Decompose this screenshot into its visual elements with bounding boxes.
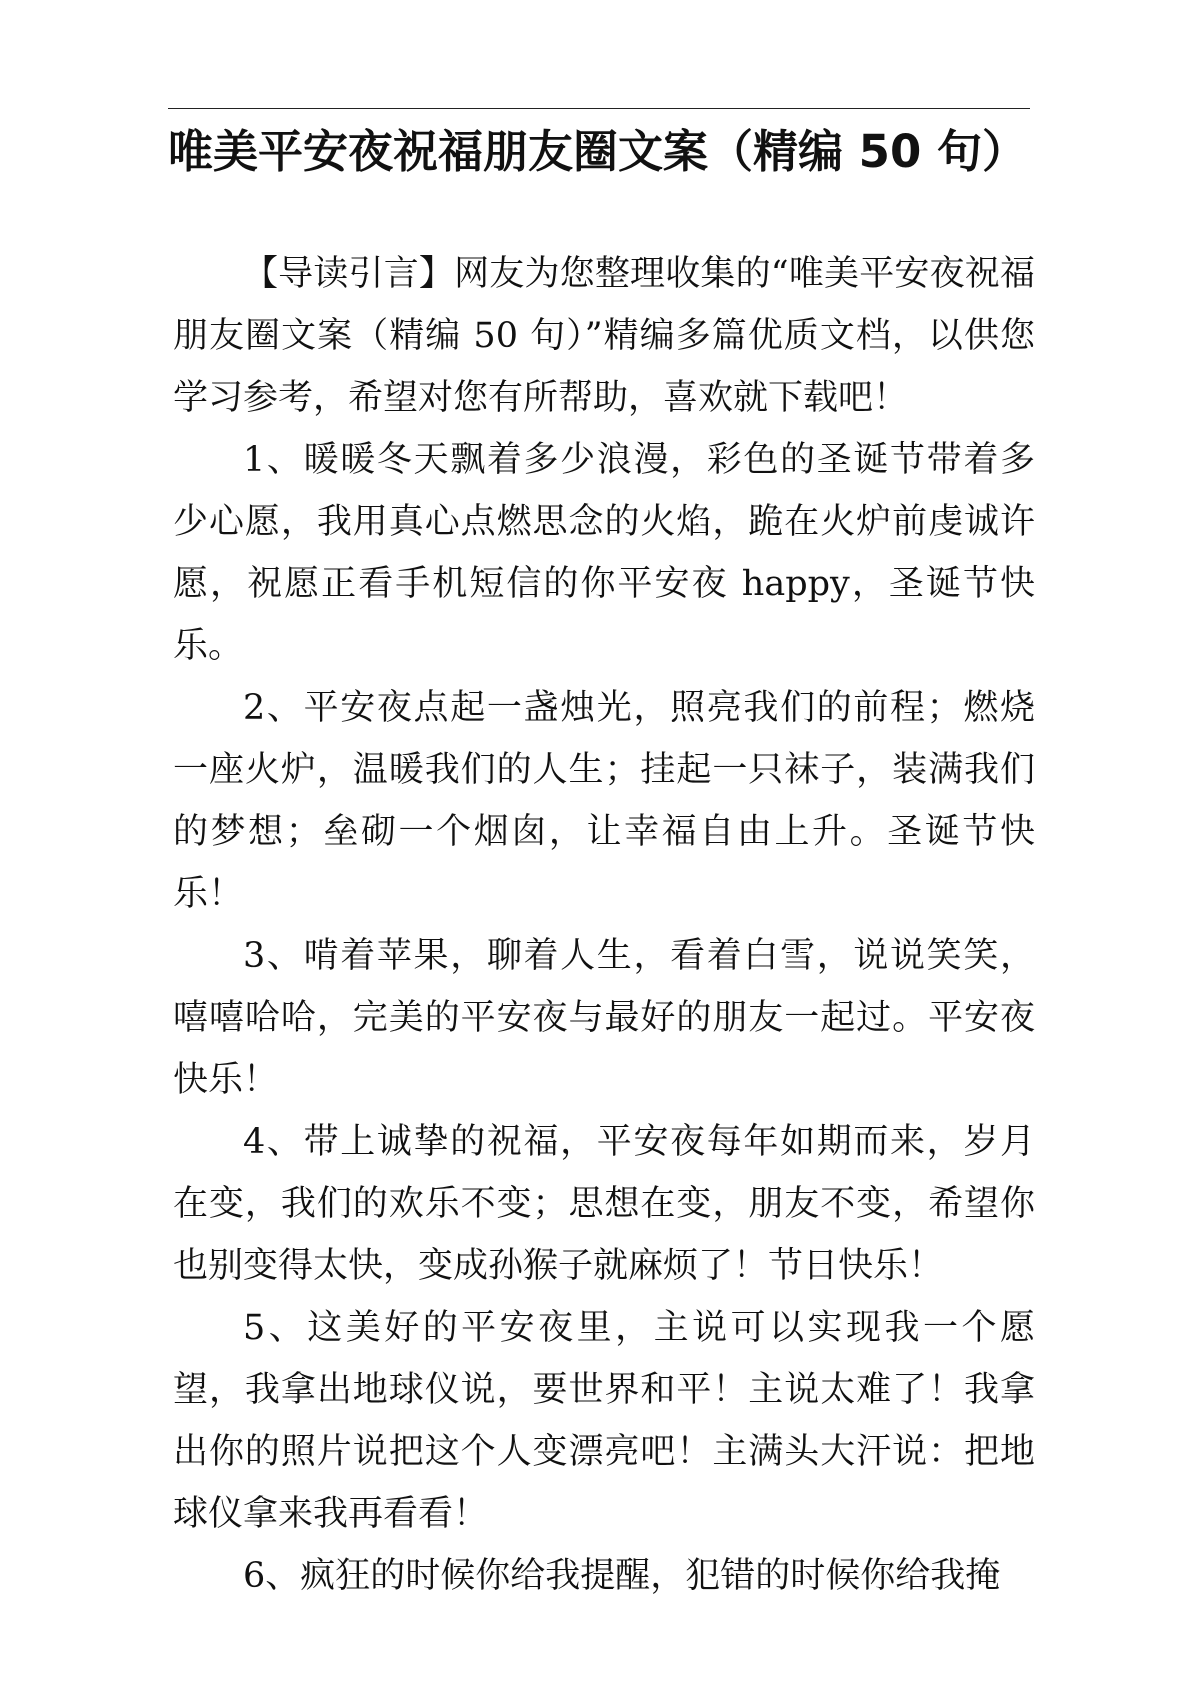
header-rule	[168, 108, 1030, 109]
wish-paragraph-3: 3、啃着苹果，聊着人生，看着白雪，说说笑笑，嘻嘻哈哈，完美的平安夜与最好的朋友一起过。平安夜快乐！	[173, 936, 1035, 1100]
wish-paragraph-1: 1、暖暖冬天飘着多少浪漫，彩色的圣诞节带着多少心愿，我用真心点燃思念的火焰，跪在火炉前虔诚许愿，祝愿正看手机短信的你平安夜 happy，圣诞节快乐。	[173, 440, 1035, 666]
wish-paragraph-2: 2、平安夜点起一盏烛光，照亮我们的前程；燃烧一座火炉，温暖我们的人生；挂起一只袜子，装满我们的梦想；垒砌一个烟囱，让幸福自由上升。圣诞节快乐！	[173, 688, 1035, 914]
document-title: 唯美平安夜祝福朋友圈文案（精编 50 句）	[168, 125, 1027, 178]
document-body	[173, 243, 1035, 1607]
wish-paragraph-6: 6、疯狂的时候你给我提醒，犯错的时候你给我掩	[243, 1556, 1001, 1596]
wish-paragraph-5: 5、这美好的平安夜里，主说可以实现我一个愿望，我拿出地球仪说，要世界和平！主说太难了！我拿出你的照片说把这个人变漂亮吧！主满头大汗说：把地球仪拿来我再看看！	[173, 1308, 1035, 1534]
intro-paragraph: 【导读引言】网友为您整理收集的“唯美平安夜祝福朋友圈文案（精编 50 句）”精编多篇优质文档，以供您学习参考，希望对您有所帮助，喜欢就下载吧！	[173, 254, 1035, 418]
wish-paragraph-4: 4、带上诚挚的祝福，平安夜每年如期而来，岁月在变，我们的欢乐不变；思想在变，朋友不变，希望你也别变得太快，变成孙猴子就麻烦了！节日快乐！	[173, 1122, 1035, 1286]
